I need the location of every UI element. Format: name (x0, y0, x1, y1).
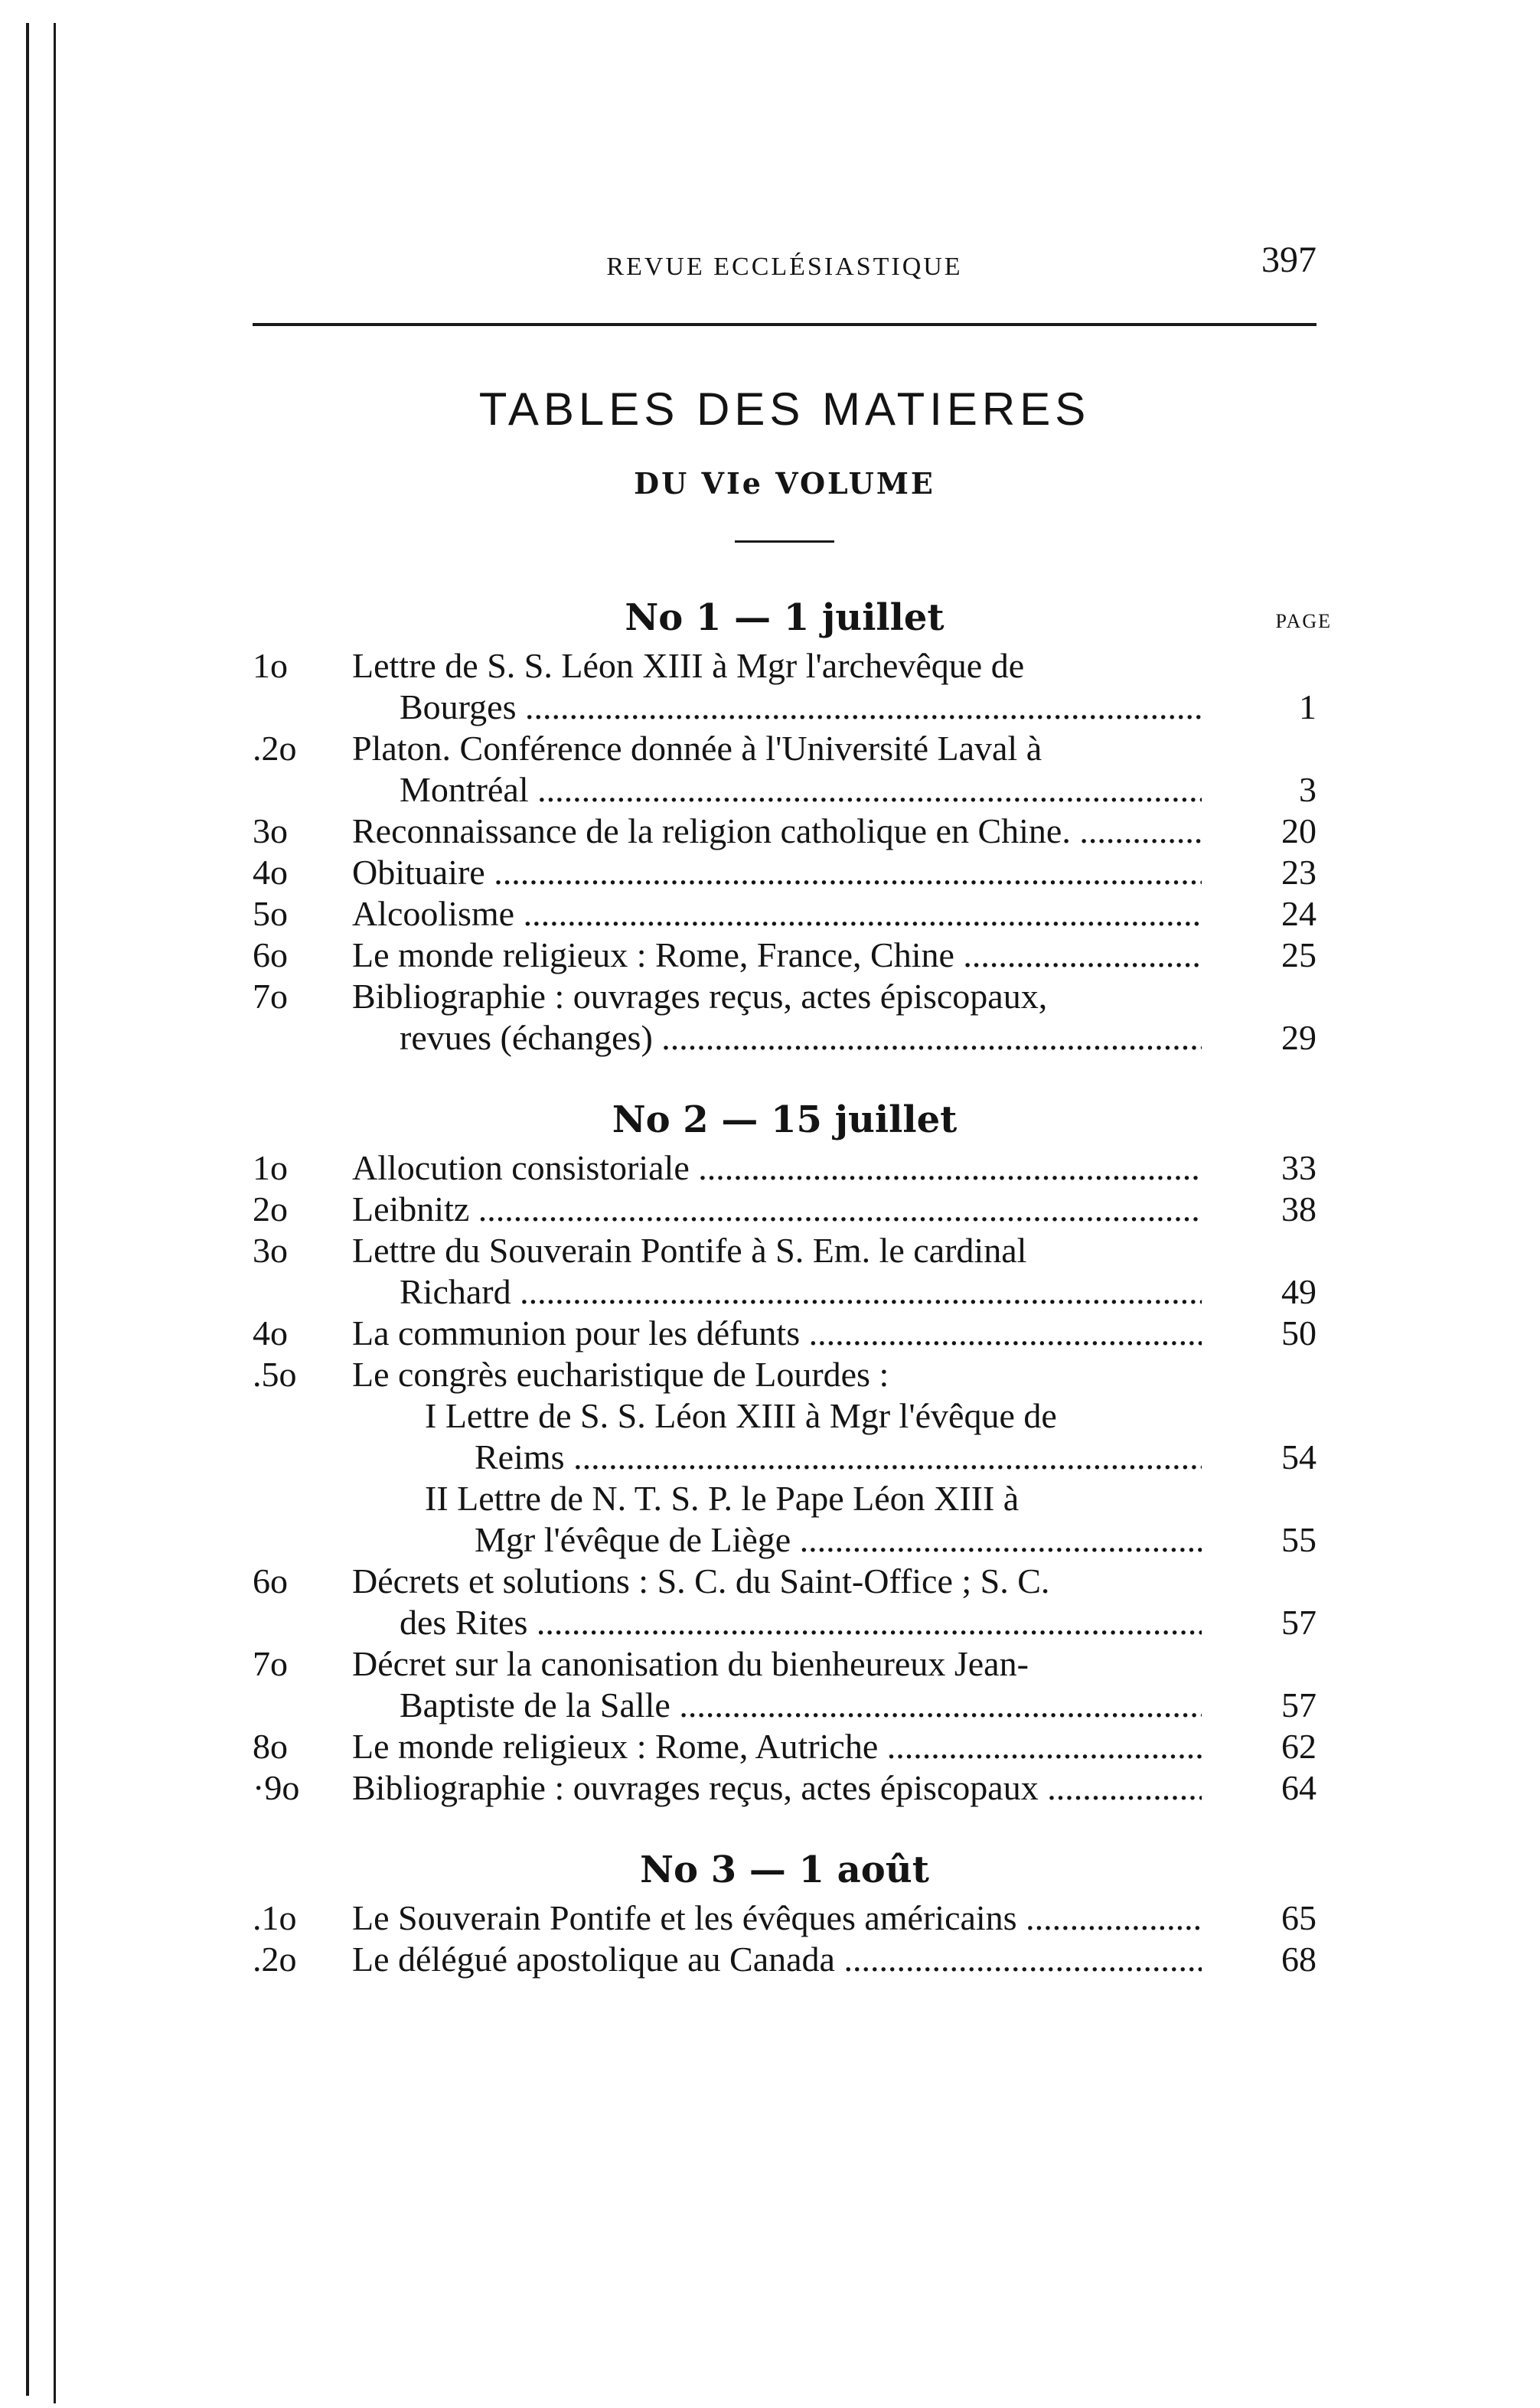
entry-number: ·9o (253, 1768, 300, 1807)
entry-title-line: Baptiste de la Salle ..... (352, 1685, 1202, 1726)
entry-number: 7o (253, 1644, 288, 1683)
entry-page-number: 20 (1281, 811, 1317, 850)
entry-number: 7o (253, 977, 288, 1016)
entry-number: .5o (253, 1355, 297, 1394)
entry-number: 1o (253, 1148, 288, 1187)
entry-page-number: 1 (1299, 687, 1317, 726)
toc-entry (253, 1189, 1317, 1230)
entry-page-number: 57 (1281, 1603, 1317, 1642)
binding-edge-line (26, 23, 29, 2396)
running-head (253, 222, 1317, 283)
entry-title-line: Reconnaissance de la religion catholique en Chine. ..... (352, 811, 1202, 852)
section-heading-text: No 2 — 15 juillet (612, 1098, 958, 1141)
section-heading (253, 596, 1332, 639)
entry-title-line: Bibliographie : ouvrages reçus, actes épiscopaux, (352, 977, 1048, 1016)
toc-entry (253, 976, 1317, 1059)
entry-page-number: 55 (1281, 1520, 1317, 1559)
toc-entry (253, 1897, 1317, 1939)
entry-title-line: Le Souverain Pontife et les évêques américains ..... (352, 1897, 1202, 1939)
entry-title-line: Le monde religieux : Rome, Autriche ..... (352, 1726, 1202, 1767)
toc-entry (253, 1478, 1317, 1561)
toc-entry (253, 935, 1317, 976)
toc-entry (253, 811, 1317, 852)
entry-title-line: Le monde religieux : Rome, France, Chine ..... (352, 935, 1202, 976)
entry-title-line: Mgr l'évêque de Liège ..... (352, 1519, 1202, 1561)
entry-title-line: Alcoolisme ..... (352, 893, 1202, 935)
entry-page-number: 50 (1281, 1313, 1317, 1352)
entry-title-line: Bourges ..... (352, 687, 1202, 728)
toc-entry (253, 1726, 1317, 1767)
page-column-label: PAGE (1275, 610, 1332, 632)
entry-title-line: Montréal ..... (352, 769, 1202, 811)
entry-page-number: 57 (1281, 1685, 1317, 1724)
entry-title-line: Allocution consistoriale ..... (352, 1147, 1202, 1189)
toc-entry (253, 1395, 1317, 1478)
entry-title-line: I Lettre de S. S. Léon XIII à Mgr l'évêque de (425, 1396, 1057, 1435)
entry-title-line: des Rites ..... (352, 1602, 1202, 1643)
entry-title-line: II Lettre de N. T. S. P. le Pape Léon XIII à (425, 1479, 1020, 1518)
document-page (253, 222, 1332, 1980)
entry-page-number: 49 (1281, 1272, 1317, 1311)
entry-page-number: 3 (1299, 770, 1317, 809)
entry-title-line: revues (échanges) ..... (352, 1017, 1202, 1059)
entry-number: 4o (253, 1313, 288, 1352)
toc-entry (253, 1767, 1317, 1809)
entry-page-number: 64 (1281, 1768, 1317, 1807)
entry-page-number: 68 (1281, 1940, 1317, 1979)
page-number: 397 (1261, 240, 1317, 280)
toc-entry (253, 728, 1317, 811)
entry-title-line: Le congrès eucharistique de Lourdes : (352, 1355, 889, 1394)
section-heading (253, 1848, 1317, 1891)
title-divider (735, 540, 834, 543)
toc-entry (253, 1354, 1317, 1395)
header-rule (253, 323, 1317, 326)
section-heading-text: No 3 — 1 août (640, 1848, 929, 1891)
toc-entry (253, 852, 1317, 893)
running-title: REVUE ECCLÉSIASTIQUE (606, 253, 963, 281)
toc-entry (253, 1313, 1317, 1354)
entry-page-number: 33 (1281, 1148, 1317, 1187)
entry-page-number: 24 (1281, 894, 1317, 933)
entry-number: 8o (253, 1727, 288, 1766)
entry-page-number: 29 (1281, 1018, 1317, 1057)
entry-page-number: 38 (1281, 1189, 1317, 1228)
toc-entry (253, 645, 1317, 728)
toc-entry (253, 893, 1317, 935)
toc-entry (253, 1147, 1317, 1189)
toc-entry (253, 1561, 1317, 1643)
entry-page-number: 23 (1281, 853, 1317, 892)
entry-title-line: La communion pour les défunts ..... (352, 1313, 1202, 1354)
entry-number: 6o (253, 1561, 288, 1600)
entry-number: 4o (253, 853, 288, 892)
entry-number: 5o (253, 894, 288, 933)
entry-number: 3o (253, 1231, 288, 1270)
toc-entry (253, 1230, 1317, 1313)
entry-title-line: Leibnitz ..... (352, 1189, 1202, 1230)
entry-number: 1o (253, 646, 288, 685)
section-heading-text: No 1 — 1 juillet (625, 596, 945, 639)
entry-number: .2o (253, 1940, 297, 1979)
entry-number: .1o (253, 1898, 297, 1937)
entry-title-line: Le délégué apostolique au Canada ..... (352, 1939, 1202, 1980)
entry-page-number: 54 (1281, 1437, 1317, 1476)
toc-entry (253, 1939, 1317, 1980)
entry-title-line: Lettre de S. S. Léon XIII à Mgr l'archevêque de (352, 646, 1025, 685)
document-subtitle: DU VIe VOLUME (634, 466, 935, 501)
table-of-contents (253, 596, 1332, 1980)
entry-title-line: Platon. Conférence donnée à l'Université Laval à (352, 729, 1042, 768)
entry-page-number: 65 (1281, 1898, 1317, 1937)
entry-number: 3o (253, 811, 288, 850)
entry-title-line: Bibliographie : ouvrages reçus, actes épiscopaux ..... (352, 1767, 1202, 1809)
section-heading (253, 1098, 1317, 1141)
entry-title-line: Richard ..... (352, 1271, 1202, 1313)
document-title: TABLES DES MATIERES (478, 383, 1091, 435)
entry-title-line: Décret sur la canonisation du bienheureux Jean- (352, 1644, 1029, 1683)
entry-title-line: Décrets et solutions : S. C. du Saint-Office ; S. C. (352, 1561, 1050, 1600)
entry-title-line: Reims ..... (352, 1437, 1202, 1478)
entry-page-number: 25 (1281, 935, 1317, 974)
entry-title-line: Lettre du Souverain Pontife à S. Em. le cardinal (352, 1231, 1027, 1270)
entry-number: 6o (253, 935, 288, 974)
entry-page-number: 62 (1281, 1727, 1317, 1766)
entry-number: 2o (253, 1189, 288, 1228)
toc-entry (253, 1643, 1317, 1726)
binding-edge-line-inner (54, 23, 56, 2403)
entry-title-line: Obituaire ..... (352, 852, 1202, 893)
entry-number: .2o (253, 729, 297, 768)
